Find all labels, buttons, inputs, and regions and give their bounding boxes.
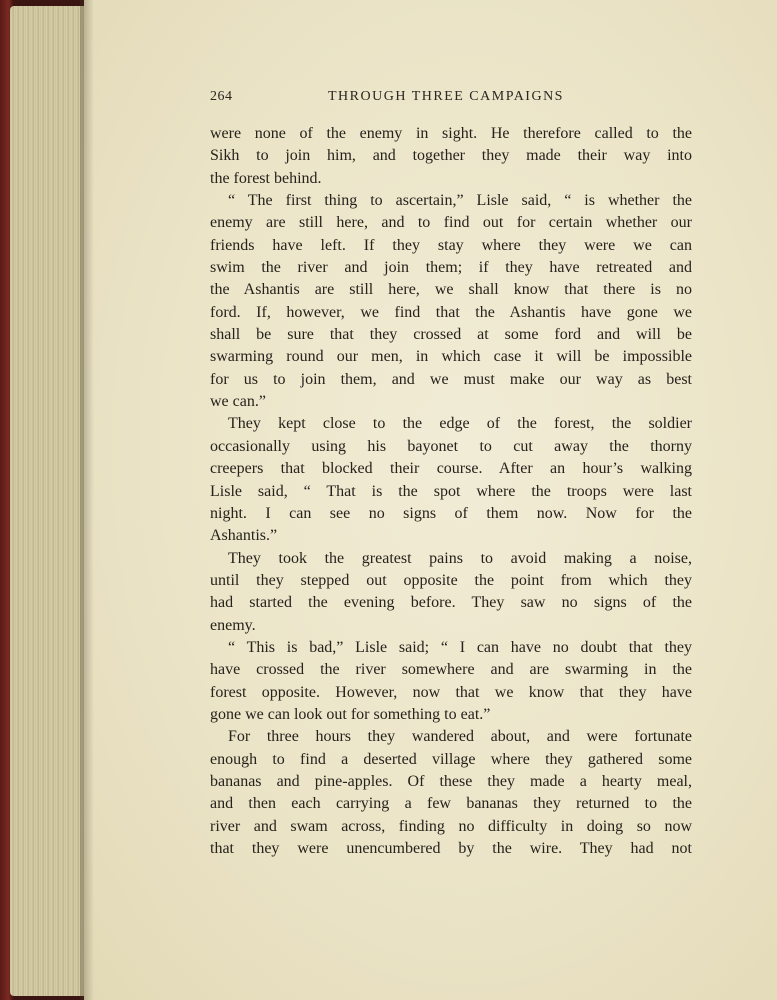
gutter-shadow — [80, 0, 94, 1000]
text-line: enemy are still here, and to find out for certain whether our — [210, 214, 692, 232]
text-line: that they were unencumbered by the wire. They had not — [210, 840, 692, 857]
page-stack-edges — [10, 6, 90, 996]
text-line: night. I can see no signs of them now. Now for the — [210, 504, 692, 522]
text-line: ford. If, however, we find that the Ashantis have gone we — [210, 303, 692, 321]
text-line: and then each carrying a few bananas they returned to the — [210, 795, 692, 813]
text-line: have crossed the river somewhere and are swarming in the — [210, 661, 692, 679]
text-line: forest opposite. However, now that we know that they have — [210, 683, 692, 701]
text-line: Lisle said, “ That is the spot where the troops were last — [210, 482, 692, 500]
running-head: THROUGH THREE CAMPAIGNS — [328, 89, 564, 104]
text-line: swarming round our men, in which case it will be impossible — [210, 348, 692, 366]
text-line: enemy. — [210, 616, 256, 634]
text-line: bananas and pine-apples. Of these they made a hearty meal, — [210, 772, 692, 790]
page-header — [210, 89, 692, 109]
text-line: creepers that blocked their course. After an hour’s walking — [210, 460, 692, 478]
text-line: river and swam across, finding no difficulty in doing so now — [210, 817, 692, 835]
text-line: occasionally using his bayonet to cut away the thorny — [210, 437, 692, 455]
text-line: for us to join them, and we must make our way as best — [210, 370, 692, 388]
text-line: friends have left. If they stay where they were we can — [210, 236, 692, 254]
text-line: the forest behind. — [210, 169, 322, 187]
text-line: “ This is bad,” Lisle said; “ I can have no doubt that they — [228, 638, 692, 656]
text-line: “ The first thing to ascertain,” Lisle said, “ is whether the — [228, 192, 692, 210]
text-line: Sikh to join him, and together they made their way into — [210, 147, 692, 165]
text-line: the Ashantis are still here, we shall know that there is no — [210, 281, 692, 299]
text-line: were none of the enemy in sight. He therefore called to the — [210, 125, 692, 142]
text-line: They kept close to the edge of the forest, the soldier — [228, 415, 692, 433]
text-line: we can.” — [210, 393, 266, 411]
text-line: shall be sure that they crossed at some ford and will be — [210, 326, 692, 344]
text-line: had started the evening before. They saw no signs of the — [210, 594, 692, 612]
text-line: until they stepped out opposite the point from which they — [210, 571, 692, 589]
text-line: They took the greatest pains to avoid making a noise, — [228, 549, 692, 567]
page-number: 264 — [210, 89, 233, 104]
text-line: swim the river and join them; if they have retreated and — [210, 259, 692, 277]
text-line: Ashantis.” — [210, 527, 278, 545]
text-line: enough to find a deserted village where they gathered some — [210, 750, 692, 768]
text-line: For three hours they wandered about, and were fortunate — [228, 728, 692, 746]
body-text — [210, 123, 692, 860]
text-line: gone we can look out for something to eat.” — [210, 705, 491, 723]
